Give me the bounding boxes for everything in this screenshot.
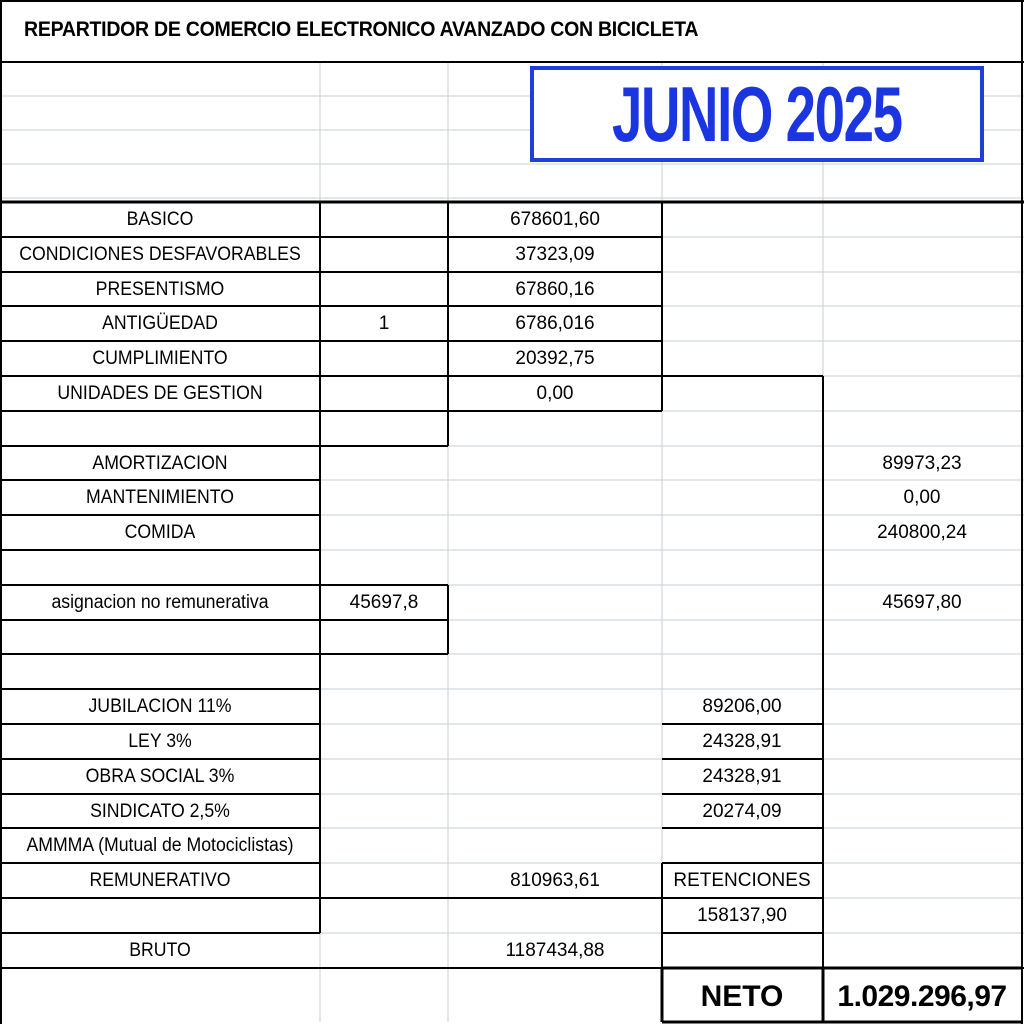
amount-cell[interactable]: 67860,16 bbox=[515, 279, 595, 300]
non-remunerative-cell[interactable]: 89973,23 bbox=[882, 453, 962, 474]
deduction-cell[interactable]: 24328,91 bbox=[702, 731, 782, 752]
non-remunerative-cell[interactable]: 0,00 bbox=[903, 487, 941, 508]
period-label: JUNIO 2025 bbox=[612, 69, 902, 158]
concept-label[interactable]: PRESENTISMO bbox=[95, 279, 225, 300]
amount-cell[interactable]: 810963,61 bbox=[510, 870, 600, 891]
concept-label[interactable]: COMIDA bbox=[124, 522, 196, 543]
concept-label[interactable]: MANTENIMIENTO bbox=[86, 487, 234, 508]
concept-label[interactable]: CONDICIONES DESFAVORABLES bbox=[19, 244, 301, 265]
sheet-title: REPARTIDOR DE COMERCIO ELECTRONICO AVANZADO CON BICICLETA bbox=[24, 18, 699, 41]
concept-label[interactable]: OBRA SOCIAL 3% bbox=[85, 766, 235, 787]
concept-label[interactable]: UNIDADES DE GESTION bbox=[57, 383, 263, 404]
period-box[interactable] bbox=[530, 66, 984, 162]
deduction-cell[interactable]: 158137,90 bbox=[697, 905, 787, 926]
concept-label[interactable]: AMMMA (Mutual de Motociclistas) bbox=[26, 835, 294, 856]
concept-label[interactable]: BRUTO bbox=[129, 940, 191, 961]
concept-label[interactable]: SINDICATO 2,5% bbox=[90, 801, 230, 822]
concept-label[interactable]: JUBILACION 11% bbox=[88, 696, 232, 717]
qty-cell[interactable]: 1 bbox=[378, 313, 390, 334]
concept-label[interactable]: REMUNERATIVO bbox=[89, 870, 231, 891]
concept-label[interactable]: BASICO bbox=[126, 209, 194, 230]
concept-label[interactable]: asignacion no remunerativa bbox=[51, 592, 269, 613]
amount-cell[interactable]: 0,00 bbox=[536, 383, 574, 404]
non-remunerative-cell[interactable]: 45697,80 bbox=[882, 592, 962, 613]
amount-cell[interactable]: 6786,016 bbox=[515, 313, 595, 334]
deduction-cell[interactable]: 24328,91 bbox=[702, 766, 782, 787]
amount-cell[interactable]: 20392,75 bbox=[515, 348, 595, 369]
non-remunerative-cell[interactable]: 240800,24 bbox=[877, 522, 967, 543]
concept-label[interactable]: AMORTIZACION bbox=[92, 453, 228, 474]
amount-cell[interactable]: 678601,60 bbox=[510, 209, 600, 230]
neto-value[interactable]: 1.029.296,97 bbox=[837, 980, 1007, 1013]
concept-label[interactable]: LEY 3% bbox=[128, 731, 192, 752]
deduction-cell[interactable]: 20274,09 bbox=[702, 801, 782, 822]
deduction-cell[interactable]: RETENCIONES bbox=[673, 870, 811, 891]
amount-cell[interactable]: 37323,09 bbox=[515, 244, 595, 265]
neto-label: NETO bbox=[700, 980, 784, 1013]
concept-label[interactable]: CUMPLIMIENTO bbox=[92, 348, 228, 369]
concept-label[interactable]: ANTIGÜEDAD bbox=[102, 313, 218, 334]
deduction-cell[interactable]: 89206,00 bbox=[702, 696, 782, 717]
amount-cell[interactable]: 1187434,88 bbox=[505, 940, 605, 961]
qty-cell[interactable]: 45697,8 bbox=[349, 592, 419, 613]
